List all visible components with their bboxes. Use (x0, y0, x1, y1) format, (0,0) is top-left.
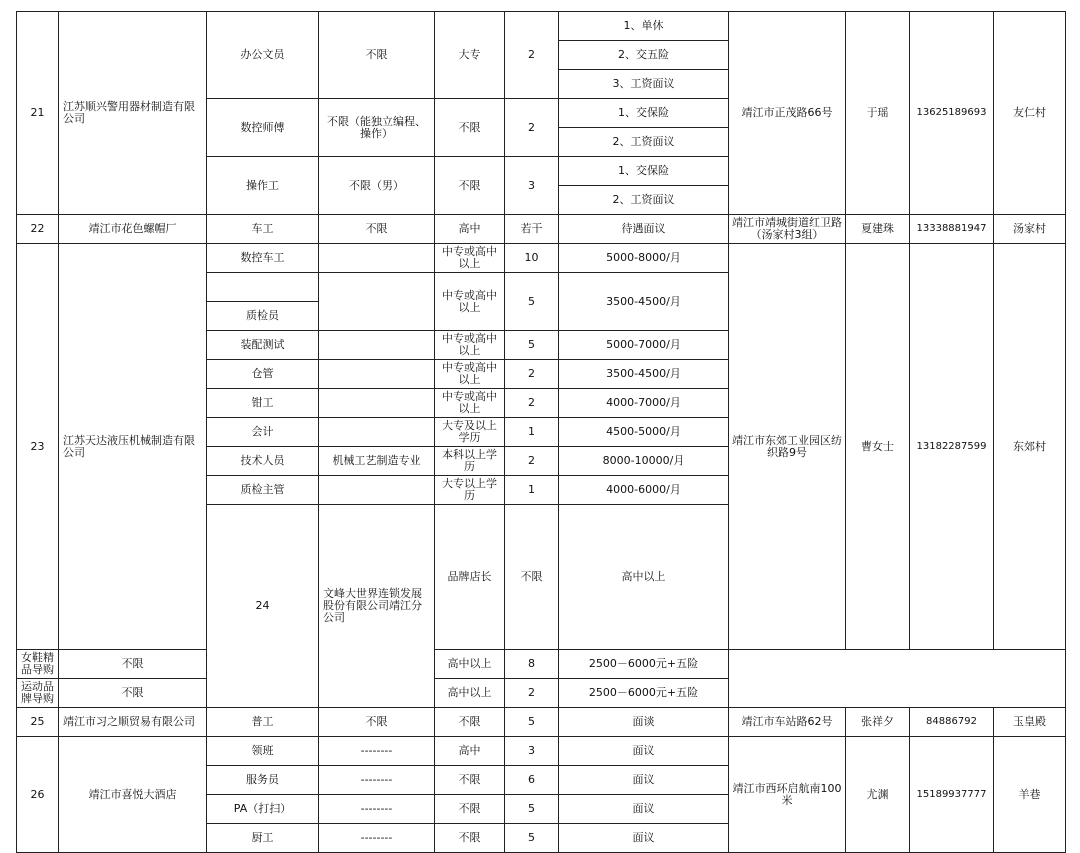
table-row (17, 215, 1066, 244)
contact-phone: 13625189693 (910, 12, 994, 215)
row-number: 25 (17, 708, 59, 737)
education-requirement: 高中 (435, 215, 505, 244)
row-number: 26 (17, 737, 59, 853)
position-title: 会计 (207, 418, 319, 447)
headcount: 5 (505, 331, 559, 360)
position-title: 车工 (207, 215, 319, 244)
village-name: 东郊村 (994, 244, 1066, 650)
table-row (17, 708, 1066, 737)
headcount: 2 (505, 447, 559, 476)
row-number: 22 (17, 215, 59, 244)
salary: 2500－6000元+五险 (559, 679, 729, 708)
headcount: 5 (505, 795, 559, 824)
table-row (17, 737, 1066, 766)
position-title: 品牌店长 (435, 505, 505, 650)
position-title: 仓管 (207, 360, 319, 389)
education-requirement: 中专或高中以上 (435, 360, 505, 389)
headcount: 1 (505, 476, 559, 505)
contact-person: 张祥夕 (846, 708, 910, 737)
headcount: 3 (505, 737, 559, 766)
salary: 面谈 (559, 708, 729, 737)
education-requirement: 不限 (435, 99, 505, 157)
headcount: 5 (505, 273, 559, 331)
headcount: 5 (505, 824, 559, 853)
education-requirement: 中专或高中以上 (435, 331, 505, 360)
education-requirement: 高中以上 (435, 679, 505, 708)
major-requirement: -------- (319, 737, 435, 766)
company-name: 靖江市习之顺贸易有限公司 (59, 708, 207, 737)
major-requirement (319, 360, 435, 389)
education-requirement: 高中 (435, 737, 505, 766)
education-requirement: 中专或高中以上 (435, 244, 505, 273)
salary: 5000-8000/月 (559, 244, 729, 273)
table-row (17, 12, 1066, 41)
salary: 3500-4500/月 (559, 273, 729, 331)
position-title: 装配测试 (207, 331, 319, 360)
major-requirement: 不限 (505, 505, 559, 650)
benefit-item: 3、工资面议 (559, 70, 729, 99)
headcount: 10 (505, 244, 559, 273)
position-title: 技术人员 (207, 447, 319, 476)
contact-person: 夏建珠 (846, 215, 910, 244)
education-requirement: 本科以上学历 (435, 447, 505, 476)
salary: 面议 (559, 824, 729, 853)
major-requirement: 机械工艺制造专业 (319, 447, 435, 476)
education-requirement: 大专及以上学历 (435, 418, 505, 447)
salary: 面议 (559, 737, 729, 766)
major-requirement: 不限 (319, 215, 435, 244)
position-title: 女鞋精品导购 (17, 650, 59, 679)
education-requirement: 大专 (435, 12, 505, 99)
row-number: 23 (17, 244, 59, 650)
work-address: 靖江市东郊工业园区纺织路9号 (729, 244, 846, 650)
salary: 待遇面议 (559, 215, 729, 244)
table-row (17, 650, 1066, 679)
salary: 5000-7000/月 (559, 331, 729, 360)
position-title: 普工 (207, 708, 319, 737)
headcount: 2 (505, 389, 559, 418)
education-requirement: 高中以上 (435, 650, 505, 679)
education-requirement: 高中以上 (559, 505, 729, 650)
salary: 4500-5000/月 (559, 418, 729, 447)
benefit-item: 2、工资面议 (559, 128, 729, 157)
headcount: 6 (505, 766, 559, 795)
salary: 面议 (559, 795, 729, 824)
major-requirement: 不限（男） (319, 157, 435, 215)
education-requirement: 不限 (435, 708, 505, 737)
headcount: 8 (505, 650, 559, 679)
village-name: 汤家村 (994, 215, 1066, 244)
salary: 3500-4500/月 (559, 360, 729, 389)
work-address: 靖江市西环启航南100米 (729, 737, 846, 853)
position-title: 服务员 (207, 766, 319, 795)
salary: 2500－6000元+五险 (559, 650, 729, 679)
education-requirement: 大专以上学历 (435, 476, 505, 505)
contact-phone: 84886792 (910, 708, 994, 737)
row-number: 24 (207, 505, 319, 708)
village-name: 羊巷 (994, 737, 1066, 853)
company-name: 江苏顺兴警用器材制造有限公司 (59, 12, 207, 215)
company-name: 靖江市花色螺帽厂 (59, 215, 207, 244)
position-title (207, 273, 319, 302)
major-requirement (319, 418, 435, 447)
education-requirement: 中专或高中以上 (435, 273, 505, 331)
major-requirement: 不限 (319, 708, 435, 737)
major-requirement: -------- (319, 824, 435, 853)
row-number: 21 (17, 12, 59, 215)
education-requirement: 不限 (435, 824, 505, 853)
work-address: 靖江市车站路62号 (729, 708, 846, 737)
company-name: 靖江市喜悦大酒店 (59, 737, 207, 853)
salary: 8000-10000/月 (559, 447, 729, 476)
major-requirement: -------- (319, 766, 435, 795)
position-title: 操作工 (207, 157, 319, 215)
position-title: 数控师傅 (207, 99, 319, 157)
contact-phone: 13182287599 (910, 244, 994, 650)
salary: 面议 (559, 766, 729, 795)
education-requirement: 不限 (435, 795, 505, 824)
headcount: 2 (505, 12, 559, 99)
headcount: 若干 (505, 215, 559, 244)
position-title: 钳工 (207, 389, 319, 418)
major-requirement: 不限（能独立编程、操作） (319, 99, 435, 157)
benefit-item: 1、单休 (559, 12, 729, 41)
major-requirement (319, 273, 435, 331)
benefit-item: 2、工资面议 (559, 186, 729, 215)
village-name: 友仁村 (994, 12, 1066, 215)
position-title: 办公文员 (207, 12, 319, 99)
contact-phone: 15189937777 (910, 737, 994, 853)
benefit-item: 2、交五险 (559, 41, 729, 70)
company-name: 江苏天达液压机械制造有限公司 (59, 244, 207, 650)
work-address: 靖江市靖城街道红卫路（汤家村3组） (729, 215, 846, 244)
village-name: 玉皇殿 (994, 708, 1066, 737)
position-title: 质检主管 (207, 476, 319, 505)
headcount: 1 (505, 418, 559, 447)
major-requirement (319, 389, 435, 418)
major-requirement (319, 476, 435, 505)
contact-person: 尤渊 (846, 737, 910, 853)
education-requirement: 不限 (435, 766, 505, 795)
contact-person: 曹女士 (846, 244, 910, 650)
table-row (17, 244, 1066, 273)
position-title: 质检员 (207, 302, 319, 331)
headcount: 2 (505, 679, 559, 708)
work-address: 靖江市正茂路66号 (729, 12, 846, 215)
headcount: 5 (505, 708, 559, 737)
job-listings-table (16, 11, 1066, 853)
position-title: 领班 (207, 737, 319, 766)
position-title: 运动品牌导购 (17, 679, 59, 708)
position-title: 数控车工 (207, 244, 319, 273)
contact-person: 于瑶 (846, 12, 910, 215)
contact-phone: 13338881947 (910, 215, 994, 244)
education-requirement: 中专或高中以上 (435, 389, 505, 418)
position-title: PA（打扫） (207, 795, 319, 824)
position-title: 厨工 (207, 824, 319, 853)
major-requirement: -------- (319, 795, 435, 824)
table-row (17, 679, 1066, 708)
major-requirement: 不限 (319, 12, 435, 99)
headcount: 2 (505, 99, 559, 157)
benefit-item: 1、交保险 (559, 157, 729, 186)
salary: 4000-6000/月 (559, 476, 729, 505)
benefit-item: 1、交保险 (559, 99, 729, 128)
company-name: 文峰大世界连锁发展股份有限公司靖江分公司 (319, 505, 435, 708)
major-requirement: 不限 (59, 650, 207, 679)
major-requirement (319, 244, 435, 273)
headcount: 2 (505, 360, 559, 389)
headcount: 3 (505, 157, 559, 215)
education-requirement: 不限 (435, 157, 505, 215)
salary: 4000-7000/月 (559, 389, 729, 418)
major-requirement (319, 331, 435, 360)
major-requirement: 不限 (59, 679, 207, 708)
